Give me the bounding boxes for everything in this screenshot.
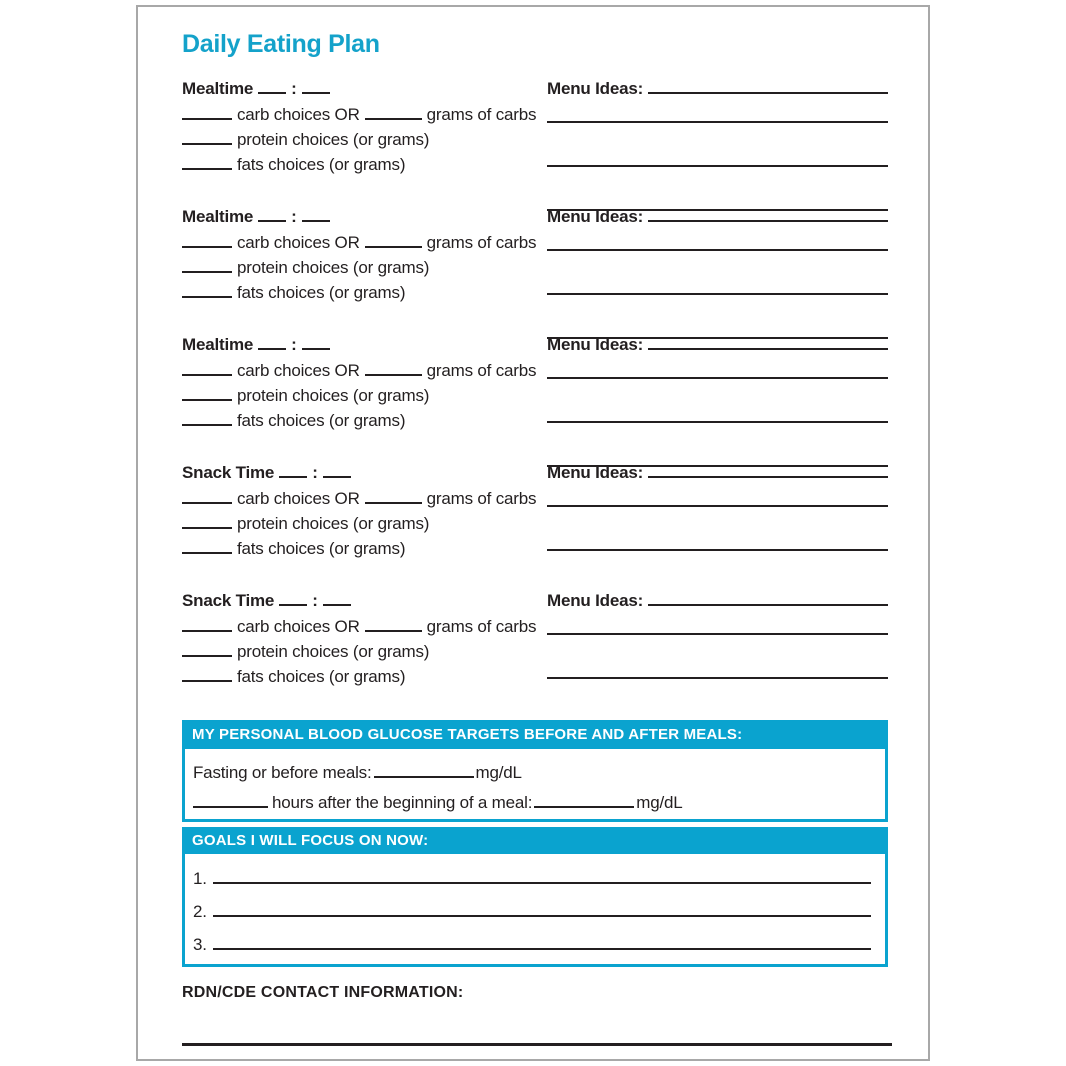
menu-idea-line-row	[547, 293, 888, 318]
menu-idea-line-row	[547, 505, 888, 530]
mealtime-row	[182, 204, 547, 230]
grams-of-carbs-blank[interactable]	[365, 108, 422, 120]
menu-ideas-label: Menu Ideas:	[547, 591, 644, 610]
carb-choices-label: carb choices OR	[237, 489, 360, 508]
protein-choices-blank[interactable]	[182, 645, 232, 657]
protein-choices-blank[interactable]	[182, 261, 232, 273]
section-label: Snack Time	[182, 591, 275, 610]
menu-idea-line[interactable]	[547, 633, 888, 635]
goal-line[interactable]	[213, 938, 871, 950]
protein-row	[182, 511, 547, 536]
menu-ideas-row	[547, 204, 888, 230]
menu-idea-line-row	[547, 249, 888, 274]
protein-choices-label: protein choices (or grams)	[237, 258, 430, 277]
carbs-row	[182, 230, 547, 255]
menu-ideas-row	[547, 588, 888, 614]
carbs-row	[182, 102, 547, 127]
protein-choices-label: protein choices (or grams)	[237, 130, 430, 149]
minute-blank[interactable]	[323, 466, 351, 478]
protein-choices-label: protein choices (or grams)	[237, 642, 430, 661]
contact-section	[182, 984, 888, 1046]
menu-idea-line[interactable]	[547, 677, 888, 679]
menu-ideas-column	[547, 460, 888, 588]
menu-ideas-row	[547, 460, 888, 486]
menu-ideas-label: Menu Ideas:	[547, 207, 644, 226]
protein-row	[182, 127, 547, 152]
carb-choices-blank[interactable]	[182, 364, 232, 376]
menu-idea-line-row	[547, 377, 888, 402]
carb-choices-label: carb choices OR	[237, 105, 360, 124]
mealtime-row	[182, 76, 547, 102]
minute-blank[interactable]	[323, 594, 351, 606]
goals-header: GOALS I WILL FOCUS ON NOW:	[182, 827, 888, 854]
carb-choices-label: carb choices OR	[237, 617, 360, 636]
hours-after-label: hours after the beginning of a meal:	[272, 793, 533, 812]
mealtime-row	[182, 332, 547, 358]
page-title: Daily Eating Plan	[182, 30, 380, 58]
contact-label: RDN/CDE CONTACT INFORMATION:	[182, 984, 464, 1001]
goals-body	[182, 854, 888, 967]
minute-blank[interactable]	[302, 338, 330, 350]
goal-number: 1.	[193, 869, 207, 888]
protein-choices-blank[interactable]	[182, 133, 232, 145]
grams-of-carbs-blank[interactable]	[365, 236, 422, 248]
menu-ideas-label: Menu Ideas:	[547, 335, 644, 354]
meal-section	[182, 204, 888, 332]
fats-choices-label: fats choices (or grams)	[237, 411, 406, 430]
fasting-target-blank[interactable]	[374, 766, 474, 778]
protein-choices-label: protein choices (or grams)	[237, 386, 430, 405]
minute-blank[interactable]	[302, 210, 330, 222]
menu-ideas-column	[547, 76, 888, 204]
menu-ideas-column	[547, 332, 888, 460]
protein-row	[182, 383, 547, 408]
meal-section-left	[182, 332, 547, 460]
mealtime-row	[182, 460, 547, 486]
time-colon: :	[312, 591, 318, 610]
meal-section	[182, 76, 888, 204]
fats-row	[182, 536, 547, 561]
menu-idea-line-row	[547, 633, 888, 658]
meal-section	[182, 588, 888, 716]
goal-number: 3.	[193, 935, 207, 954]
menu-idea-line-row	[547, 677, 888, 702]
carb-choices-blank[interactable]	[182, 492, 232, 504]
goal-line[interactable]	[213, 905, 871, 917]
fasting-target-row	[193, 758, 877, 788]
goal-number: 2.	[193, 902, 207, 921]
goal-line[interactable]	[213, 872, 871, 884]
fasting-label: Fasting or before meals:	[193, 763, 372, 782]
carbs-row	[182, 358, 547, 383]
glucose-targets-header: MY PERSONAL BLOOD GLUCOSE TARGETS BEFORE AND AFTER MEALS:	[182, 720, 888, 749]
meal-section-left	[182, 204, 547, 332]
after-meal-unit: mg/dL	[636, 793, 683, 812]
menu-idea-blank[interactable]	[648, 338, 888, 350]
menu-idea-line[interactable]	[547, 549, 888, 551]
grams-of-carbs-label: grams of carbs	[426, 105, 537, 124]
fats-choices-blank[interactable]	[182, 414, 232, 426]
fats-row	[182, 408, 547, 433]
fasting-unit: mg/dL	[475, 763, 522, 782]
menu-idea-line-row	[547, 549, 888, 574]
meal-section	[182, 460, 888, 588]
goal-row	[193, 928, 871, 961]
contact-info-line[interactable]	[182, 1043, 892, 1046]
glucose-targets-body	[182, 749, 888, 822]
grams-of-carbs-label: grams of carbs	[426, 233, 537, 252]
carb-choices-blank[interactable]	[182, 108, 232, 120]
menu-ideas-label: Menu Ideas:	[547, 463, 644, 482]
protein-choices-label: protein choices (or grams)	[237, 514, 430, 533]
menu-idea-blank[interactable]	[648, 210, 888, 222]
meal-section	[182, 332, 888, 460]
document-page	[136, 5, 930, 1061]
hour-blank[interactable]	[279, 594, 307, 606]
menu-ideas-row	[547, 76, 888, 102]
menu-ideas-column	[547, 204, 888, 332]
carb-choices-blank[interactable]	[182, 620, 232, 632]
fats-choices-blank[interactable]	[182, 286, 232, 298]
fats-row	[182, 280, 547, 305]
meal-section-left	[182, 460, 547, 588]
protein-row	[182, 255, 547, 280]
hour-blank[interactable]	[258, 210, 286, 222]
hours-after-blank[interactable]	[193, 796, 268, 808]
grams-of-carbs-blank[interactable]	[365, 620, 422, 632]
minute-blank[interactable]	[302, 82, 330, 94]
hour-blank[interactable]	[279, 466, 307, 478]
menu-idea-blank[interactable]	[648, 594, 888, 606]
menu-idea-blank[interactable]	[648, 82, 888, 94]
goals-box	[182, 827, 888, 967]
menu-idea-line[interactable]	[547, 421, 888, 423]
time-colon: :	[291, 335, 297, 354]
carb-choices-blank[interactable]	[182, 236, 232, 248]
grams-of-carbs-blank[interactable]	[365, 364, 422, 376]
hour-blank[interactable]	[258, 338, 286, 350]
hour-blank[interactable]	[258, 82, 286, 94]
menu-idea-line[interactable]	[547, 121, 888, 123]
fats-row	[182, 664, 547, 689]
glucose-targets-box	[182, 720, 888, 822]
menu-idea-line[interactable]	[547, 249, 888, 251]
time-colon: :	[312, 463, 318, 482]
after-meal-target-blank[interactable]	[534, 796, 634, 808]
menu-ideas-row	[547, 332, 888, 358]
fats-choices-label: fats choices (or grams)	[237, 283, 406, 302]
section-label: Mealtime	[182, 79, 254, 98]
after-meal-target-row	[193, 788, 877, 818]
fats-row	[182, 152, 547, 177]
grams-of-carbs-blank[interactable]	[365, 492, 422, 504]
fats-choices-blank[interactable]	[182, 542, 232, 554]
goal-row	[193, 895, 871, 928]
menu-idea-line-row	[547, 121, 888, 146]
meal-section-left	[182, 76, 547, 204]
section-label: Mealtime	[182, 335, 254, 354]
menu-ideas-label: Menu Ideas:	[547, 79, 644, 98]
time-colon: :	[291, 79, 297, 98]
menu-idea-line[interactable]	[547, 165, 888, 167]
meal-sections	[182, 76, 888, 716]
grams-of-carbs-label: grams of carbs	[426, 361, 537, 380]
menu-idea-line[interactable]	[547, 377, 888, 379]
menu-idea-line[interactable]	[547, 293, 888, 295]
section-label: Mealtime	[182, 207, 254, 226]
time-colon: :	[291, 207, 297, 226]
grams-of-carbs-label: grams of carbs	[426, 489, 537, 508]
menu-idea-blank[interactable]	[648, 466, 888, 478]
protein-row	[182, 639, 547, 664]
fats-choices-blank[interactable]	[182, 158, 232, 170]
meal-section-left	[182, 588, 547, 716]
carb-choices-label: carb choices OR	[237, 233, 360, 252]
fats-choices-label: fats choices (or grams)	[237, 155, 406, 174]
menu-idea-line-row	[547, 165, 888, 190]
fats-choices-label: fats choices (or grams)	[237, 667, 406, 686]
protein-choices-blank[interactable]	[182, 389, 232, 401]
mealtime-row	[182, 588, 547, 614]
carbs-row	[182, 486, 547, 511]
fats-choices-blank[interactable]	[182, 670, 232, 682]
protein-choices-blank[interactable]	[182, 517, 232, 529]
menu-idea-line[interactable]	[547, 505, 888, 507]
section-label: Snack Time	[182, 463, 275, 482]
menu-idea-line-row	[547, 421, 888, 446]
goal-row	[193, 862, 871, 895]
grams-of-carbs-label: grams of carbs	[426, 617, 537, 636]
fats-choices-label: fats choices (or grams)	[237, 539, 406, 558]
menu-ideas-column	[547, 588, 888, 716]
carb-choices-label: carb choices OR	[237, 361, 360, 380]
carbs-row	[182, 614, 547, 639]
